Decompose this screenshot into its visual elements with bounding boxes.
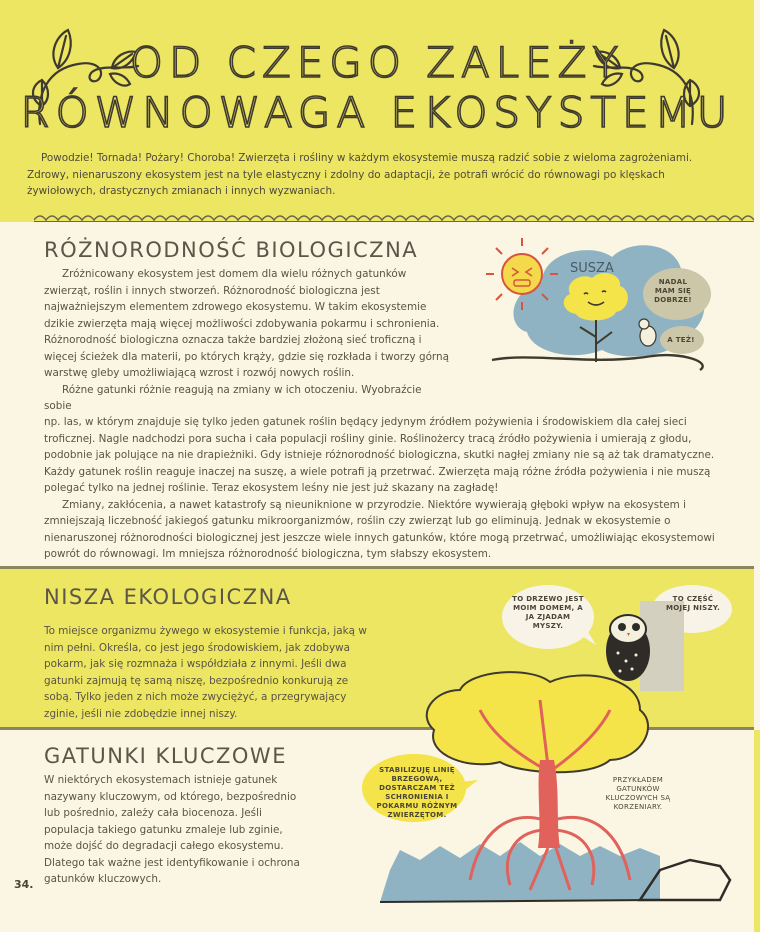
header-band bbox=[0, 0, 754, 222]
owl-bubble-right-text: TO CZĘŚĆ MOJEJ NISZY. bbox=[665, 595, 721, 612]
section-heading: NISZA EKOLOGICZNA bbox=[44, 585, 292, 609]
owl-bubble-left-text: TO DRZEWO JEST MOIM DOMEM, A JA ZJADAM MYSZY. bbox=[512, 595, 584, 630]
niche-paragraph: To miejsce organizmu żywego w ekosystemie i funkcja, jaką w nim pełni. Określa, co jest jego środowiskiem, jak zdobywa pokarm, jak się rozmnaża i współdziała z innymi. Jeśli dwa gatunki zajmują tę samą niszę, bezpośrednio konkurują ze sobą. Tylko jeden z nich może zwyciężyć, a przegrywający zginie, jeśli nie zdobędzie innej niszy. bbox=[44, 625, 367, 720]
mangrove-bubble-text: STABILIZUJĘ LINIĘ BRZEGOWĄ, DOSTARCZAM TEŻ SCHRONIENIA I POKARMU RÓŻNYM ZWIERZĘTOM. bbox=[376, 766, 458, 819]
title-line-2: RÓWNOWAGA EKOSYSTEMU bbox=[20, 88, 734, 137]
intro-text: Powodzie! Tornada! Pożary! Choroba! Zwierzęta i rośliny w każdym ekosystemie muszą radzić sobie z wieloma zagrożeniami. Zdrowy, nienaruszony ekosystem jest na tyle elastyczny i zdolny do adaptacji, że potrafi wrócić do równowagi po klęskach żywiołowych, drastycznych zmianach i innych wyzwaniach. bbox=[27, 152, 693, 197]
cloud-label: SUSZA bbox=[570, 261, 614, 276]
bird-bubble-text: A TEŻ! bbox=[667, 336, 695, 344]
ground-branch bbox=[492, 355, 703, 370]
intro-paragraph bbox=[27, 150, 727, 200]
water-shape bbox=[380, 842, 660, 902]
biodiversity-paragraph-2: np. las, w którym znajduje się tylko jeden gatunek roślin będący jedynym źródłem pożywienia i środowiskiem dla całej sieci troficznej. Nagle nadchodzi pora sucha i cała populacji rośliny ginie. Roślinożercy tracą źródło pożywienia i umierają z głodu, podobnie jak polujące na nie drapieżniki. Gdy istnieje różnorodność biologiczna, skutki nagłej zmiany nie są aż tak dramatyczne. Każdy gatunek roślin reaguje inaczej na suszę, a wiele potrafi ją przetrwać. Zwierzęta mają różne źródła pożywienia i nie muszą polegać tylko na jednej roślinie. Teraz ekosystem leśny nie jest już skazany na zagładę! Zmiany, zakłócenia, a nawet katastrofy są nieuniknione w przyrodzie. Niektóre wywierają głęboki wpływ na ekosystem i zmniejszają liczebność jakiegoś gatunku mikroorganizmów, roślin czy zwierząt lub go eliminują. Jednak w ekosystemie o nienaruszonej różnorodności biologicznej jest jeszcze wiele innych gatunków, które mogą przetrwać, umożliwiając ekosystemowi powrót do równowagi. Im mniejsza różnorodność biologiczna, tym słabszy ekosystem. bbox=[44, 416, 715, 560]
mangrove-canopy bbox=[427, 672, 648, 772]
section-biodiversity bbox=[0, 222, 760, 566]
section-heading: RÓŻNORODNOŚĆ BIOLOGICZNA bbox=[44, 238, 419, 262]
biodiversity-paragraph-1: Zróżnicowany ekosystem jest domem dla wielu różnych gatunków zwierząt, roślin i innych stworzeń. Różnorodność biologiczna jest najważniejszym elementem zdrowego ekosystemu. W takim ekosystemie dzikie zwierzęta mają więcej możliwości zdobywania pokarmu i schronienia. Różnorodność biologiczna oznacza także bardziej złożoną sieć troficzną i więcej ścieżek dla materii, po których krąży, gdzie się rozkłada i tworzy górną warstwę gleby umożliwiającą wzrost i rozwój nowych roślin. Różne gatunki różnie reagują na zmiany w ich otoczeniu. Wyobraźcie sobie bbox=[44, 268, 449, 412]
drought-illustration bbox=[472, 232, 760, 382]
keystone-caption: PRZYKŁADEM GATUNKÓW KLUCZOWYCH SĄ KORZENIARY. bbox=[605, 776, 671, 811]
yellow-right-edge bbox=[754, 730, 760, 932]
page-number: 34. bbox=[14, 878, 34, 891]
tree-bubble-text: NADAL MAM SIĘ DOBRZE! bbox=[654, 278, 692, 304]
title-line-1: OD CZEGO ZALEŻY bbox=[129, 38, 625, 87]
section-heading: GATUNKI KLUCZOWE bbox=[44, 744, 287, 768]
page-title bbox=[0, 24, 754, 144]
keystone-paragraph: W niektórych ekosystemach istnieje gatunek nazywany kluczowym, od którego, bezpośrednio lub pośrednio, zależy cała biocenoza. Jeśli populacja takiego gatunku zmaleje lub zginie, może dojść do degradacji całego ekosystemu. Dlatego tak ważne jest identyfikowanie i ochrona gatunków kluczowych. bbox=[44, 774, 300, 885]
